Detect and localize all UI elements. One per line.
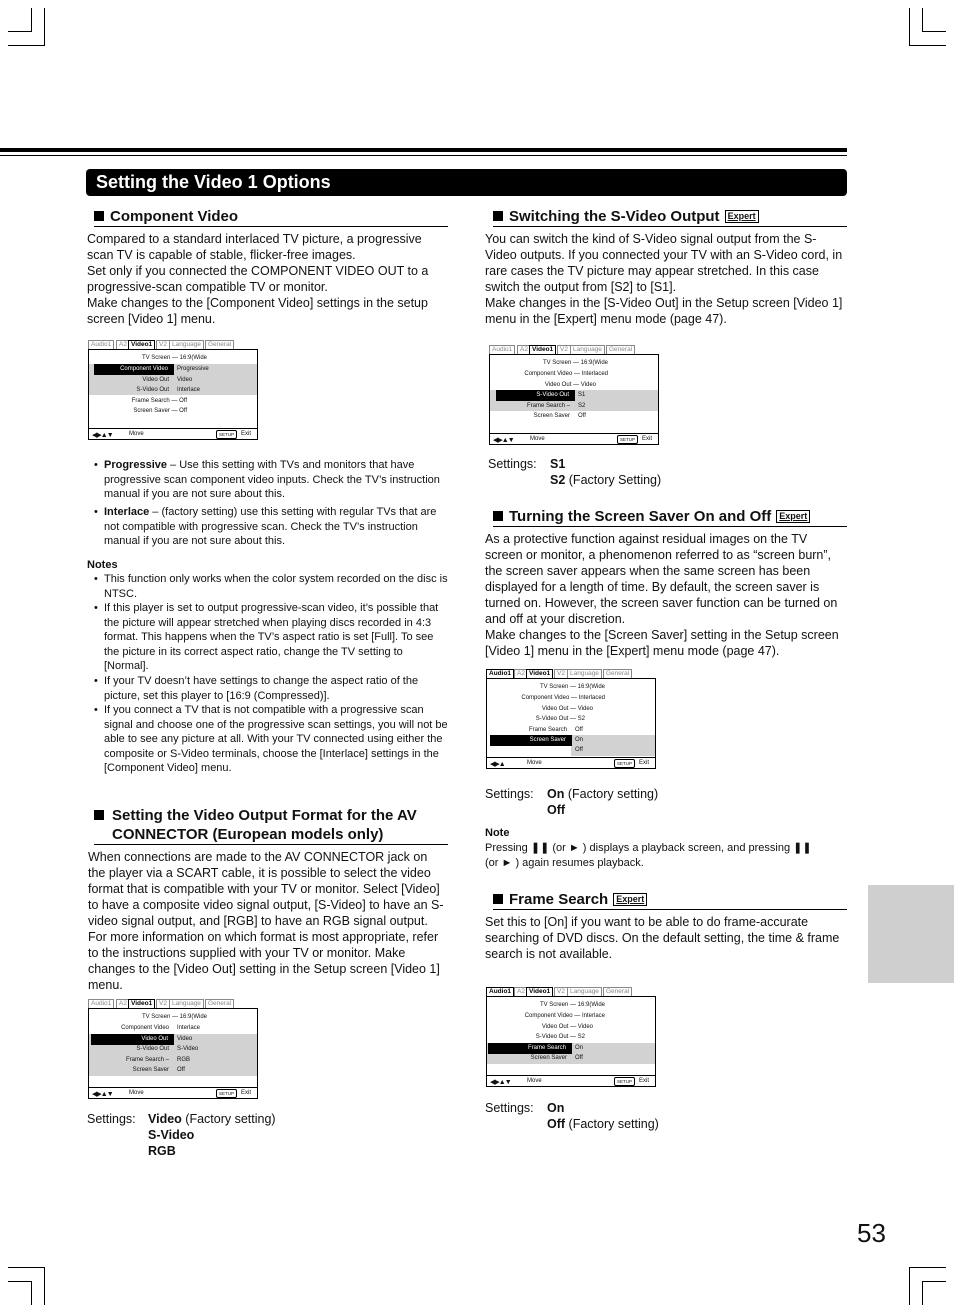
frame-search-settings: Settings: On Off (Factory setting) xyxy=(485,1101,659,1131)
osd-screen-video-out: Audio1 A2 Video1 V2 Language General TV Screen — 16:9(Wide Component Video Interlace Video Out Video S-Video Out S-Video Frame Search – RGB Screen Saver Off ◀▶▲▼ Move SETUP Exit xyxy=(88,999,258,1099)
pause-icon: ❚❚ xyxy=(793,842,812,854)
osd-screen-svideo-out: Audio1 A2 Video1 V2 Language General TV Screen — 16:9(Wide Component Video — Interlaced Video Out — Video S-Video Out S1 Frame Search – S2 Screen Saver Off ◀▶▲▼ Move SETUP Exit xyxy=(489,345,659,445)
page-title: Setting the Video 1 Options xyxy=(96,172,331,192)
component-video-heading: Component Video xyxy=(94,207,448,227)
bullet-interlace: • Interlace – (factory setting) use this setting with regular TVs that are not compatible with progressive scan. Check the TV’s instruction manual if you are not sure about this. xyxy=(88,505,448,549)
svideo-output-heading: Switching the S-Video Output Expert xyxy=(493,207,847,227)
play-icon: ► xyxy=(501,856,513,869)
expert-badge: Expert xyxy=(613,893,647,906)
note-item: • This function only works when the color system recorded on the disc is NTSC. xyxy=(88,572,448,601)
screen-saver-heading: Turning the Screen Saver On and Off Expert xyxy=(493,507,847,527)
crop-mark xyxy=(922,31,946,32)
note-item: • If you connect a TV that is not compatible with a progressive scan signal and choose one of the progressive scan settings, you will not be able to see any picture at all. With your TV connected using either the composite or S-Video terminals, choose the [Interlace] settings in the [Component Video] menu. xyxy=(88,703,448,776)
screen-saver-settings: Settings: On (Factory setting) Off xyxy=(485,787,659,817)
page-title-bar xyxy=(86,169,847,196)
svideo-output-body: You can switch the kind of S-Video signal output from the S-Video outputs. If you connected your TV with an S-Video cord, in rare cases the TV picture may appear stretched. In this case switch the output from [S2] to [S1]. Make changes in the [S-Video Out] in the Setup screen [Video 1] menu in the [Expert] menu mode (page 47). xyxy=(485,232,843,326)
crop-mark xyxy=(909,1267,910,1305)
crop-mark xyxy=(909,45,946,46)
crop-mark xyxy=(8,31,32,32)
square-bullet-icon xyxy=(493,211,503,221)
crop-mark xyxy=(922,1281,946,1282)
arrow-keys-icon: ◀▶▲▼ xyxy=(92,1091,113,1098)
crop-mark xyxy=(44,8,45,46)
osd-screen-component-video: Audio1 A2 Video1 V2 Language General TV Screen — 16:9(Wide Component Video Progressive Video Out Video S-Video Out Interlace Frame Search — Off Screen Saver — Off ◀▶▲▼ Move SETUP Exit xyxy=(88,340,258,440)
crop-mark xyxy=(909,8,910,46)
expert-badge: Expert xyxy=(776,510,810,523)
crop-mark xyxy=(909,1267,946,1268)
crop-mark xyxy=(31,8,32,32)
bullet-progressive: • Progressive – Use this setting with TVs and monitors that have progressive scan component video inputs. Check the TV’s instruction manual if you are not sure about this. xyxy=(88,458,448,502)
component-video-intro: Compared to a standard interlaced TV picture, a progressive scan TV is capable of stable, flicker-free images. Set only if you connected the COMPONENT VIDEO OUT to a progressive-scan compatible TV or monitor. Make changes to the [Component Video] settings in the setup screen [Video 1] menu. xyxy=(87,232,429,326)
header-rule-thin xyxy=(0,155,847,156)
square-bullet-icon xyxy=(94,810,104,820)
square-bullet-icon xyxy=(493,894,503,904)
square-bullet-icon xyxy=(94,211,104,221)
osd-screen-frame-search: Audio1 A2 Video1 V2 Language General TV Screen — 16:9(Wide Component Video — Interlace Video Out — Video S-Video Out — S2 Frame Search On Screen Saver Off ◀▶▲▼ Move SETUP Exit xyxy=(486,987,656,1087)
crop-mark xyxy=(922,1281,923,1305)
video-output-format-body: When connections are made to the AV CONNECTOR jack on the player via a SCART cable, it is possible to select the video format that is compatible with your TV or monitor. Select [Video] to have a composite video signal output, [S-Video] to have an S-video signal output, and [RGB] to have an RGB signal output. For more information on which format is most appropriate, refer to the instructions supplied with your TV or monitor. Make changes to the [Video Out] setting in the Setup screen [Video 1] menu. xyxy=(88,850,444,992)
play-icon: ► xyxy=(568,842,580,854)
frame-search-body: Set this to [On] if you want to be able to do frame-accurate searching of DVD discs. On the default setting, the time & frame search is not available. xyxy=(485,915,840,961)
arrow-keys-icon: ◀▶▲ xyxy=(490,761,505,768)
osd-screen-screen-saver: Audio1 A2 Video1 V2 Language General TV Screen — 16:9(Wide Component Video — Interlaced Video Out — Video S-Video Out — S2 Frame Search Off Screen Saver On Off ◀▶▲ Move SETUP Exit xyxy=(486,669,656,769)
page-number: 53 xyxy=(857,1218,886,1248)
crop-mark xyxy=(31,1281,32,1305)
video-output-format-heading: Setting the Video Output Format for the AV CONNECTOR (European models only) xyxy=(94,806,448,845)
crop-mark xyxy=(8,1281,32,1282)
crop-mark xyxy=(922,8,923,32)
screen-saver-note: Pressing ❚❚ (or ► ) displays a playback screen, and pressing ❚❚ (or ► ) again resumes playback. xyxy=(485,842,812,869)
arrow-keys-icon: ◀▶▲▼ xyxy=(490,1079,511,1086)
note-item: • If this player is set to output progressive-scan video, it’s possible that the picture will appear stretched when playing discs recorded in 4:3 format. This happens when the TV’s aspect ratio is set [Full]. To see the picture in its correct aspect ratio, change the TV setting to [Normal]. xyxy=(88,601,448,674)
square-bullet-icon xyxy=(493,511,503,521)
screen-saver-note-heading: Note xyxy=(485,827,510,839)
frame-search-heading: Frame Search Expert xyxy=(493,890,847,910)
arrow-keys-icon: ◀▶▲▼ xyxy=(92,432,113,439)
svideo-settings: Settings: S1 S2 (Factory Setting) xyxy=(488,457,662,487)
crop-mark xyxy=(8,45,44,46)
screen-saver-body: As a protective function against residual images on the TV screen or monitor, a phenomenon referred to as “screen burn”, the screen saver appears when the same screen has been displayed for a length of time. By default, the screen saver is turned on. However, the screen saver function can be turned on and off at your discretion. Make changes to the [Screen Saver] setting in the Setup screen [Video 1] menu in the [Expert] menu mode (page 47). xyxy=(485,532,839,658)
note-item: • If your TV doesn’t have settings to change the aspect ratio of the picture, set this player to [16:9 (Compressed)]. xyxy=(88,674,448,703)
crop-mark xyxy=(44,1267,45,1305)
header-rule xyxy=(0,148,847,152)
expert-badge: Expert xyxy=(725,210,759,223)
pause-icon: ❚❚ xyxy=(530,842,550,854)
video-output-settings: Settings: Video (Factory setting) S-Video RGB xyxy=(87,1112,276,1158)
crop-mark xyxy=(8,1267,44,1268)
notes-heading: Notes xyxy=(87,559,118,571)
side-tab xyxy=(868,885,954,983)
arrow-keys-icon: ◀▶▲▼ xyxy=(493,437,514,444)
